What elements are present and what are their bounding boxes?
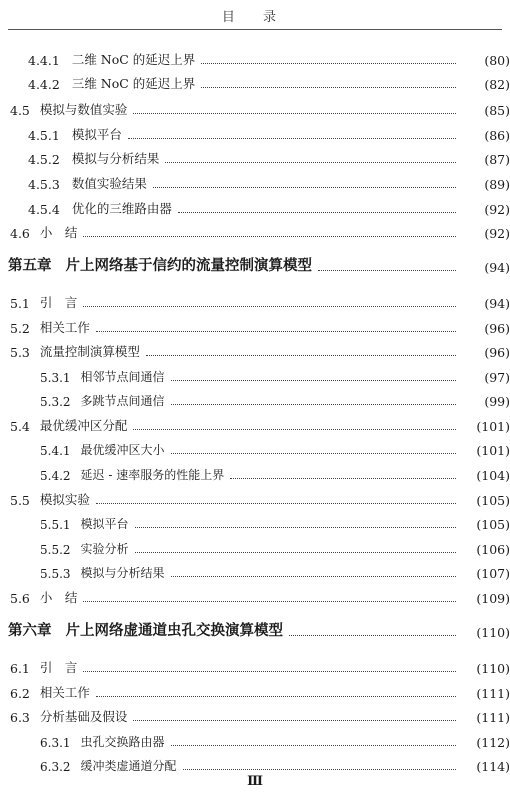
toc-entry-number: 5.6 <box>10 591 30 606</box>
dot-leader <box>178 212 456 213</box>
dot-leader <box>318 270 456 271</box>
toc-entry-number: 6.3.2 <box>40 760 71 774</box>
toc-entry-page: (106) <box>476 542 510 557</box>
toc-entry <box>0 434 510 458</box>
dot-leader <box>171 453 456 454</box>
dot-leader <box>171 404 456 405</box>
toc-entry-number: 5.2 <box>10 321 30 336</box>
toc-entry-page: (85) <box>484 103 510 118</box>
toc-entry <box>0 143 510 167</box>
toc-entry <box>0 336 510 360</box>
toc-chapter-entry <box>0 247 510 275</box>
toc-entry-number: 4.5.4 <box>28 202 60 217</box>
dot-leader <box>96 331 456 332</box>
toc-entry-page: (82) <box>484 77 510 92</box>
toc-entry <box>0 312 510 336</box>
toc-entry-title: 片上网络基于信约的流量控制演算模型 <box>65 257 312 274</box>
toc-entry-number: 5.5 <box>10 493 30 508</box>
page-number: Ⅲ <box>247 774 263 789</box>
toc-entry-title: 虫孔交换路由器 <box>80 735 165 749</box>
toc-entry <box>0 168 510 192</box>
toc-entry-number: 4.5.2 <box>28 152 60 167</box>
toc-entry <box>0 582 510 606</box>
toc-entry-page: (94) <box>484 296 510 311</box>
toc-entry <box>0 508 510 532</box>
toc-entry-page: (110) <box>476 625 510 640</box>
dot-leader <box>135 552 456 553</box>
toc-entry-title: 缓冲类虚通道分配 <box>80 759 177 773</box>
toc-entry-number: 5.3.2 <box>40 395 71 409</box>
dot-leader <box>133 113 456 114</box>
header-rule <box>8 29 502 30</box>
toc-entry <box>0 533 510 557</box>
toc-entry-title: 相关工作 <box>39 685 90 700</box>
toc-entry-page: (111) <box>476 686 510 701</box>
toc-entry-title: 二维 NoC 的延迟上界 <box>71 52 196 67</box>
toc-entry-title: 实验分析 <box>80 542 129 556</box>
toc-entry-number: 4.6 <box>10 226 30 241</box>
toc-entry-number: 4.4.1 <box>28 53 60 68</box>
dot-leader <box>171 576 456 577</box>
toc-entry-number: 6.3.1 <box>40 736 71 750</box>
toc-entry-number: 4.4.2 <box>28 77 60 92</box>
toc-entry <box>0 677 510 701</box>
toc-entry-title: 多跳节点间通信 <box>80 394 165 408</box>
toc-entry-title: 数值实验结果 <box>71 176 147 191</box>
toc-entry-page: (97) <box>484 370 510 385</box>
toc-entry <box>0 750 510 774</box>
toc-entry-page: (114) <box>476 759 510 774</box>
running-head: 目 录 <box>221 10 289 25</box>
toc-entry-page: (86) <box>484 128 510 143</box>
toc-entry-number: 4.5.3 <box>28 177 60 192</box>
toc-entry-number: 5.5.1 <box>40 518 71 532</box>
toc-entry-page: (89) <box>484 177 510 192</box>
toc-entry-title: 流量控制演算模型 <box>39 344 140 359</box>
toc-entry <box>0 68 510 92</box>
toc-entry <box>0 484 510 508</box>
toc-entry-title: 相关工作 <box>39 320 90 335</box>
toc-entry-number: 第五章 <box>8 257 52 274</box>
toc-entry <box>0 652 510 676</box>
toc-entry-number: 4.5 <box>10 103 30 118</box>
toc-entry-title: 模拟与分析结果 <box>80 566 165 580</box>
toc-entry <box>0 287 510 311</box>
toc-entry-title: 引 言 <box>39 660 78 675</box>
toc-entry <box>0 459 510 483</box>
dot-leader <box>171 380 456 381</box>
toc-entry-number: 5.3.1 <box>40 371 71 385</box>
toc-entry-page: (112) <box>476 735 510 750</box>
dot-leader <box>83 601 456 602</box>
toc-entry-page: (109) <box>476 591 510 606</box>
toc-entry-number: 第六章 <box>8 622 52 639</box>
toc-entry-number: 5.5.3 <box>40 567 71 581</box>
toc-entry <box>0 44 510 68</box>
dot-leader <box>201 87 456 88</box>
toc-entry-number: 5.1 <box>10 296 30 311</box>
toc-entry-page: (105) <box>476 517 510 532</box>
dot-leader <box>289 635 456 636</box>
toc-entry-number: 5.3 <box>10 345 30 360</box>
toc-entry-number: 6.1 <box>10 661 30 676</box>
toc-entry-number: 6.3 <box>10 710 30 725</box>
dot-leader <box>83 671 456 672</box>
toc-entry <box>0 193 510 217</box>
toc-entry <box>0 385 510 409</box>
toc-entry-title: 模拟实验 <box>39 492 90 507</box>
dot-leader <box>171 745 456 746</box>
toc-entry-title: 小 结 <box>39 590 78 605</box>
toc-entry-title: 小 结 <box>39 225 78 240</box>
toc-entry-title: 延迟 - 速率服务的性能上界 <box>80 468 225 482</box>
dot-leader <box>96 696 456 697</box>
toc-entry-number: 5.5.2 <box>40 543 71 557</box>
toc-entry-page: (92) <box>484 226 510 241</box>
toc-entry-title: 模拟平台 <box>80 517 129 531</box>
toc-entry <box>0 94 510 118</box>
toc-entry-number: 5.4.2 <box>40 469 71 483</box>
dot-leader <box>146 355 456 356</box>
toc-entry-title: 最优缓冲区分配 <box>39 418 128 433</box>
toc-entry <box>0 361 510 385</box>
toc-entry-page: (104) <box>476 468 510 483</box>
dot-leader <box>201 63 456 64</box>
toc-entry-title: 模拟与分析结果 <box>71 151 160 166</box>
toc-entry-title: 最优缓冲区大小 <box>80 443 165 457</box>
toc-entry-page: (94) <box>484 260 510 275</box>
toc-entry-number: 5.4 <box>10 419 30 434</box>
toc-entry-page: (92) <box>484 202 510 217</box>
toc-entry-page: (80) <box>484 53 510 68</box>
toc-entry-page: (96) <box>484 321 510 336</box>
dot-leader <box>128 138 456 139</box>
dot-leader <box>183 769 456 770</box>
toc-entry-page: (101) <box>476 419 510 434</box>
toc-entry-page: (96) <box>484 345 510 360</box>
toc-entry-page: (105) <box>476 493 510 508</box>
toc-entry-title: 分析基础及假设 <box>39 709 128 724</box>
toc-entry <box>0 701 510 725</box>
toc-entry <box>0 119 510 143</box>
toc-entry-title: 模拟平台 <box>71 127 122 142</box>
toc-entry-page: (107) <box>476 566 510 581</box>
toc-chapter-entry <box>0 612 510 640</box>
toc-entry-page: (110) <box>476 661 510 676</box>
toc-entry-number: 4.5.1 <box>28 128 60 143</box>
dot-leader <box>83 236 456 237</box>
toc-entry-number: 6.2 <box>10 686 30 701</box>
toc-entry <box>0 726 510 750</box>
toc-entry-page: (99) <box>484 394 510 409</box>
toc-entry-page: (87) <box>484 152 510 167</box>
toc-entry-title: 优化的三维路由器 <box>71 201 172 216</box>
dot-leader <box>96 503 456 504</box>
toc-entry-title: 引 言 <box>39 295 78 310</box>
toc-entry <box>0 410 510 434</box>
toc-entry <box>0 557 510 581</box>
dot-leader <box>133 720 456 721</box>
dot-leader <box>165 162 456 163</box>
toc-entry-title: 三维 NoC 的延迟上界 <box>71 76 196 91</box>
toc-entry-title: 模拟与数值实验 <box>39 102 128 117</box>
toc-entry-title: 相邻节点间通信 <box>80 370 165 384</box>
dot-leader <box>230 478 456 479</box>
toc-entry-title: 片上网络虚通道虫孔交换演算模型 <box>65 622 283 639</box>
toc-entry-page: (111) <box>476 710 510 725</box>
toc-entry <box>0 217 510 241</box>
dot-leader <box>83 306 456 307</box>
dot-leader <box>153 187 456 188</box>
toc-entry-number: 5.4.1 <box>40 444 71 458</box>
dot-leader <box>133 429 456 430</box>
dot-leader <box>135 527 456 528</box>
toc-entry-page: (101) <box>476 443 510 458</box>
